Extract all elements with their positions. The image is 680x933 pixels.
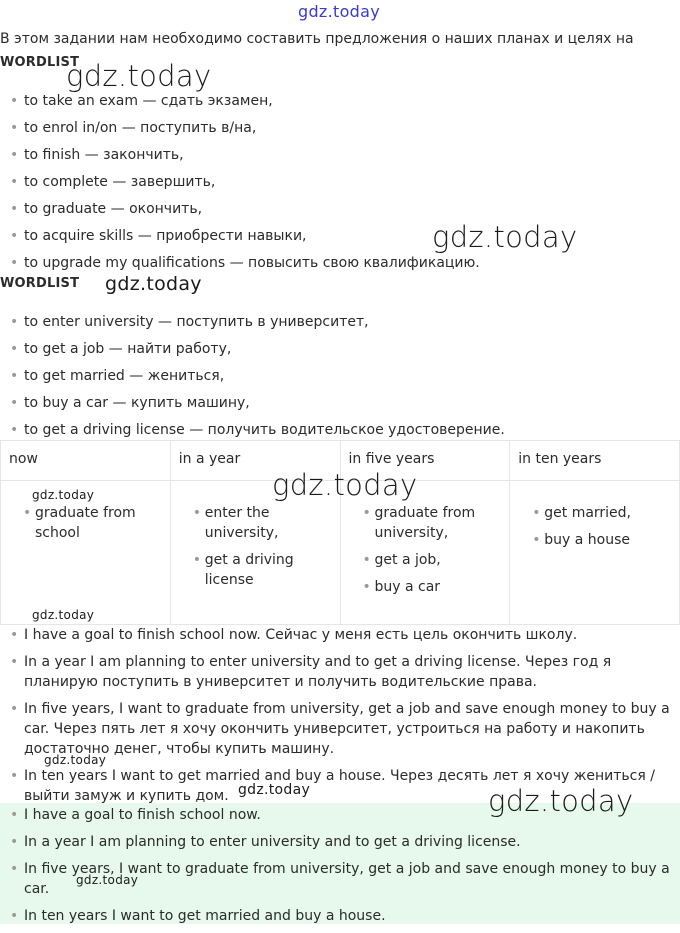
table-cell-in-a-year [170,481,340,625]
cell-item: • buy a car [363,577,504,597]
cell-item: • get a job, [363,550,504,570]
wordlist-item: • to complete — завершить, [0,173,680,200]
answer-item: • In a year I am planning to enter university and to get a driving license. Через год я планирую поступить в университет и получить водительские права. [0,652,676,692]
watermark-top: gdz.today [298,2,380,21]
answer-item: • I have a goal to finish school now. [0,805,676,825]
answer-item: • In ten years I want to get married and buy a house. Через десять лет я хочу жениться / выйти замуж и купить дом. [0,766,676,806]
watermark: gdz.today [488,784,634,818]
wordlist-heading-2: WORDLIST [0,276,80,291]
watermark: gdz.today [238,782,311,798]
wordlist-item: • to finish — закончить, [0,146,680,173]
wordlist-item: • to enrol in/on — поступить в/на, [0,119,680,146]
answer-item: • I have a goal to finish school now. Сейчас у меня есть цель окончить школу. [0,625,676,645]
wordlist-1 [0,92,680,281]
cell-item: • graduate from school [23,503,164,543]
watermark: gdz.today [44,753,107,767]
watermark: gdz.today [66,59,212,93]
wordlist-item: • to acquire skills — приобрести навыки, [0,227,680,254]
wordlist-2 [0,313,680,448]
cell-item: • buy a house [532,530,673,550]
cell-item: • enter the university, [193,503,334,543]
watermark: gdz.today [76,873,139,887]
wordlist-item: • to get married — жениться, [0,367,680,394]
column-header-in-a-year: in a year [170,441,340,481]
column-header-in-ten-years: in ten years [510,441,680,481]
watermark: gdz.today [32,608,95,622]
wordlist-item: • to buy a car — купить машину, [0,394,680,421]
answers-english [0,805,676,933]
answer-item: • In five years, I want to graduate from university, get a job and save enough money to buy a car. Через пять лет я хочу окончить университет, устроиться на работу и накопить достаточно денег, чтобы купить машину. [0,699,676,759]
wordlist-item: • to upgrade my qualifications — повысить свою квалификацию. [0,254,680,281]
watermark: gdz.today [272,468,418,502]
cell-item: • get a driving license [193,550,334,590]
column-header-now: now [1,441,171,481]
cell-item: • graduate from university, [363,503,504,543]
answer-item: • In a year I am planning to enter university and to get a driving license. [0,832,676,852]
watermark: gdz.today [432,220,578,254]
wordlist-item: • to get a job — найти работу, [0,340,680,367]
wordlist-heading-1: WORDLIST [0,55,80,70]
watermark: gdz.today [105,273,202,295]
table-cell-in-five-years [340,481,510,625]
answer-item: • In ten years I want to get married and buy a house. [0,906,676,926]
watermark: gdz.today [32,488,95,502]
table-cell-in-ten-years [510,481,680,625]
wordlist-item: • to take an exam — сдать экзамен, [0,92,680,119]
wordlist-item: • to graduate — окончить, [0,200,680,227]
wordlist-item: • to get a driving license — получить водительское удостоверение. [0,421,680,448]
wordlist-item: • to enter university — поступить в университет, [0,313,680,340]
cell-item: • get married, [532,503,673,523]
table-cell-now [1,481,171,625]
answer-item: • In five years, I want to graduate from university, get a job and save enough money to buy a car. [0,859,676,899]
column-header-in-five-years: in five years [340,441,510,481]
task-intro: В этом задании нам необходимо составить предложения о наших планах и целях на [0,31,634,47]
